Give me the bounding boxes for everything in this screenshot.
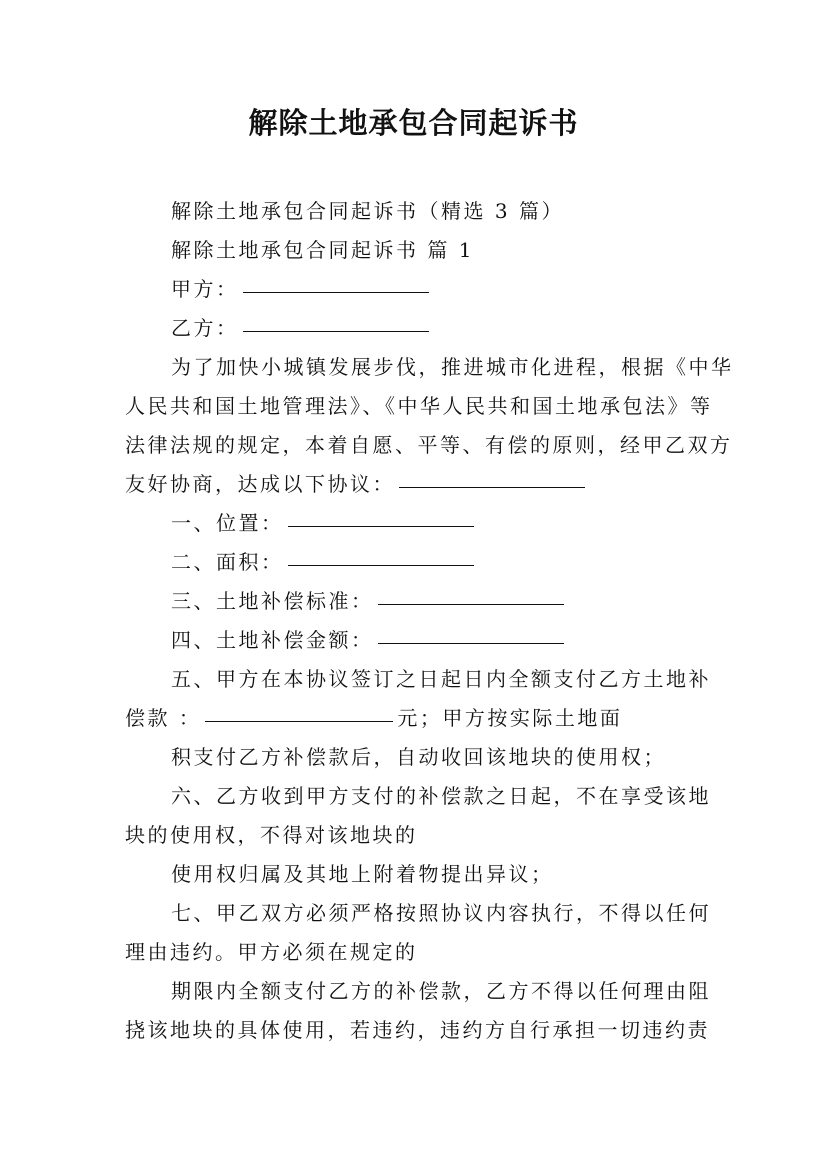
intro-line-3: 法律法规的规定，本着自愿、平等、有偿的原则，经甲乙双方 xyxy=(125,433,733,457)
compensation-blank xyxy=(205,720,393,722)
subtitle-selected: 解除土地承包合同起诉书（精选 3 篇） xyxy=(171,199,564,223)
clause-area xyxy=(171,543,706,581)
clause-location xyxy=(171,504,706,542)
clause-location-label: 一、位置： xyxy=(171,511,284,535)
clause-five-line-1: 五、甲方在本协议签订之日起日内全额支付乙方土地补 xyxy=(171,667,711,691)
area-blank xyxy=(288,564,474,566)
clause-six-line-3: 使用权归属及其地上附着物提出异议； xyxy=(171,862,554,886)
clause-standard-label: 三、土地补偿标准： xyxy=(171,589,374,613)
clause-five-line-3: 积支付乙方补偿款后，自动收回该地块的使用权； xyxy=(171,745,666,769)
clause-seven-line-2: 理由违约。甲方必须在规定的 xyxy=(125,940,418,964)
party-b-blank xyxy=(243,330,429,332)
location-blank xyxy=(288,525,474,527)
clause-seven-line-3: 期限内全额支付乙方的补偿款，乙方不得以任何理由阻 xyxy=(171,979,711,1003)
clause-standard xyxy=(171,582,706,620)
page-title: 解除土地承包合同起诉书 xyxy=(248,106,579,140)
compensation-label: 偿款 ： xyxy=(125,706,202,730)
intro-line-4-text: 友好协商，达成以下协议： xyxy=(125,472,395,496)
party-b-line xyxy=(171,309,706,347)
intro-line-2: 人民共和国土地管理法》、《中华人民共和国土地承包法》等 xyxy=(125,394,713,418)
intro-line-4 xyxy=(125,465,705,503)
party-b-label: 乙方： xyxy=(171,316,239,340)
clause-amount-label: 四、土地补偿金额： xyxy=(171,628,374,652)
agreement-blank xyxy=(399,486,585,488)
standard-blank xyxy=(378,603,564,605)
section-heading: 解除土地承包合同起诉书 篇 1 xyxy=(171,238,474,262)
party-a-line xyxy=(171,270,706,308)
clause-area-label: 二、面积： xyxy=(171,550,284,574)
clause-six-line-2: 块的使用权，不得对该地块的 xyxy=(125,823,418,847)
clause-five-line-2 xyxy=(125,699,705,737)
party-a-blank xyxy=(243,291,429,293)
compensation-tail: 元；甲方按实际土地面 xyxy=(397,706,623,730)
clause-amount xyxy=(171,621,706,659)
clause-seven-line-1: 七、甲乙双方必须严格按照协议内容执行，不得以任何 xyxy=(171,901,711,925)
party-a-label: 甲方： xyxy=(171,277,239,301)
intro-line-1: 为了加快小城镇发展步伐，推进城市化进程，根据《中华 xyxy=(171,355,734,379)
clause-seven-line-4: 挠该地块的具体使用，若违约，违约方自行承担一切违约责 xyxy=(125,1018,710,1042)
clause-six-line-1: 六、乙方收到甲方支付的补偿款之日起，不在享受该地 xyxy=(171,784,711,808)
amount-blank xyxy=(378,642,564,644)
